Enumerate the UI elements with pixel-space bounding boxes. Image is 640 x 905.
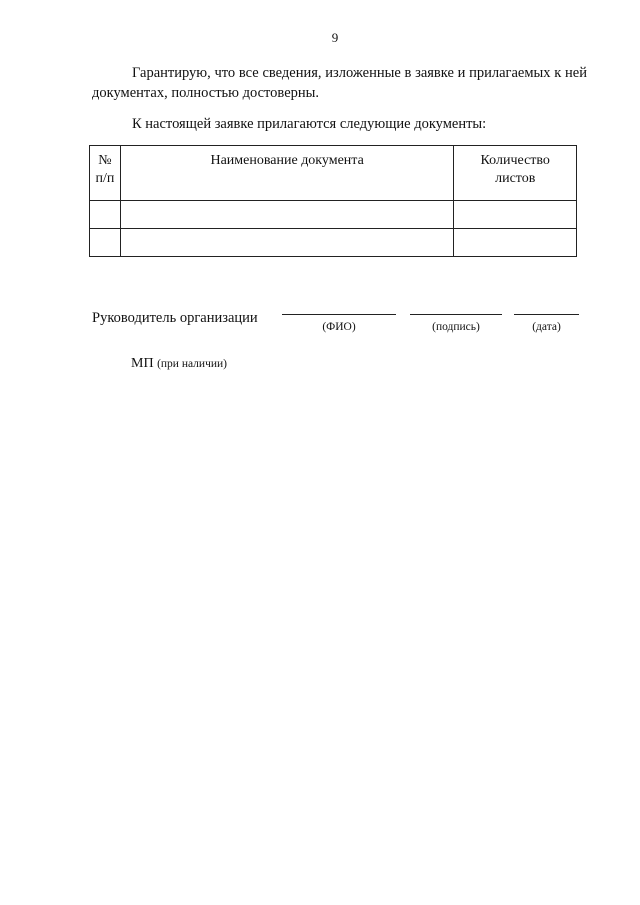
signature-block: [92, 310, 587, 350]
stamp-note: (при наличии): [157, 358, 228, 370]
stamp-label: МП: [131, 356, 154, 371]
table-cell-number[interactable]: [90, 201, 121, 229]
header-count-line1: Количество: [480, 153, 550, 168]
attachments-intro-paragraph: К настоящей заявке прилагаются следующие документы:: [132, 116, 487, 132]
table-row: [90, 229, 577, 257]
date-caption: (дата): [532, 321, 561, 333]
table-cell-count[interactable]: [454, 229, 577, 257]
table-cell-name[interactable]: [120, 229, 454, 257]
date-line[interactable]: [514, 314, 579, 315]
signature-caption: (подпись): [432, 321, 480, 333]
attachments-table: [89, 145, 577, 257]
header-number-line2: п/п: [95, 171, 115, 186]
header-sheet-count: [454, 146, 577, 201]
signature-line[interactable]: [410, 314, 502, 315]
header-count-line2: листов: [495, 171, 536, 186]
table-row: [90, 201, 577, 229]
table-cell-number[interactable]: [90, 229, 121, 257]
header-number-line1: №: [98, 153, 112, 168]
header-number: [90, 146, 121, 201]
guarantee-paragraph: Гарантирую, что все сведения, изложенные в заявке и прилагаемых к ней документах, полностью достоверны.: [92, 65, 587, 101]
signature-role-label: Руководитель организации: [92, 310, 258, 326]
table-cell-count[interactable]: [454, 201, 577, 229]
table-header-row: [90, 146, 577, 201]
fio-caption: (ФИО): [322, 321, 356, 333]
fio-line[interactable]: [282, 314, 396, 315]
stamp-placeholder: [131, 356, 227, 372]
header-document-name: Наименование документа: [120, 146, 454, 201]
table-cell-name[interactable]: [120, 201, 454, 229]
page-number: 9: [331, 30, 339, 45]
